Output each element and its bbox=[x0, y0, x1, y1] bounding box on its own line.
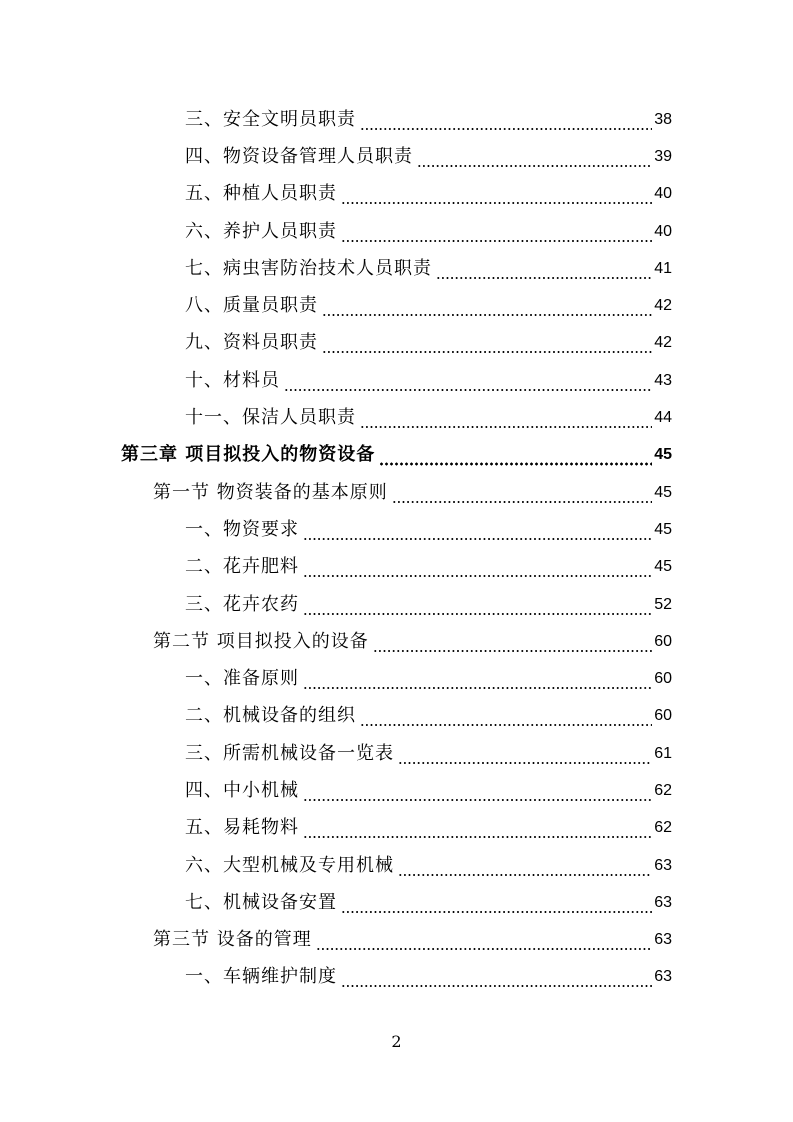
toc-entry-title: 八、质量员职责 bbox=[185, 295, 318, 317]
toc-dot-leader bbox=[303, 784, 652, 802]
toc-entry-page: 62 bbox=[654, 819, 672, 837]
page-number: 2 bbox=[391, 1032, 402, 1051]
toc-dot-leader bbox=[341, 896, 652, 914]
toc-dot-leader bbox=[303, 821, 652, 839]
toc-entry-title: 第一节 物资装备的基本原则 bbox=[153, 481, 388, 503]
toc-dot-leader bbox=[341, 225, 652, 243]
toc-entry-title: 一、物资要求 bbox=[185, 518, 299, 540]
toc-dot-leader bbox=[303, 672, 652, 690]
toc-entry-page: 42 bbox=[654, 297, 672, 315]
toc-entry-page: 61 bbox=[654, 744, 672, 762]
toc-entry-item[interactable] bbox=[0, 735, 793, 772]
toc-entry-page: 63 bbox=[654, 893, 672, 911]
toc-dot-leader bbox=[284, 374, 652, 392]
toc-entry-page: 39 bbox=[654, 147, 672, 165]
toc-entry-item[interactable] bbox=[0, 325, 793, 362]
toc-entry-title: 第三节 设备的管理 bbox=[153, 929, 312, 951]
toc-entry-item[interactable] bbox=[0, 362, 793, 399]
toc-entry-title: 二、机械设备的组织 bbox=[185, 705, 356, 727]
toc-entry-item[interactable] bbox=[0, 138, 793, 175]
toc-entry-item[interactable] bbox=[0, 250, 793, 287]
toc-entry-item[interactable] bbox=[0, 511, 793, 548]
toc-entry-section[interactable] bbox=[0, 474, 793, 511]
toc-dot-leader bbox=[398, 747, 652, 765]
toc-entry-page: 40 bbox=[654, 185, 672, 203]
toc-entry-title: 四、物资设备管理人员职责 bbox=[185, 145, 413, 167]
toc-entry-section[interactable] bbox=[0, 922, 793, 959]
toc-entry-page: 45 bbox=[654, 483, 672, 501]
toc-dot-leader bbox=[341, 187, 652, 205]
toc-entry-item[interactable] bbox=[0, 399, 793, 436]
toc-entry-title: 七、机械设备安置 bbox=[185, 891, 337, 913]
toc-entry-title: 第三章 项目拟投入的物资设备 bbox=[121, 444, 376, 466]
toc-dot-leader bbox=[417, 150, 652, 168]
toc-entry-item[interactable] bbox=[0, 847, 793, 884]
toc-entry-item[interactable] bbox=[0, 101, 793, 138]
toc-entry-page: 43 bbox=[654, 371, 672, 389]
toc-dot-leader bbox=[316, 933, 652, 951]
toc-entry-page: 62 bbox=[654, 781, 672, 799]
toc-entry-chapter[interactable] bbox=[0, 437, 793, 474]
toc-dot-leader bbox=[436, 262, 652, 280]
toc-entry-title: 二、花卉肥料 bbox=[185, 556, 299, 578]
table-of-contents bbox=[0, 101, 793, 996]
toc-entry-title: 三、安全文明员职责 bbox=[185, 108, 356, 130]
toc-entry-title: 三、花卉农药 bbox=[185, 593, 299, 615]
toc-entry-section[interactable] bbox=[0, 623, 793, 660]
toc-entry-title: 六、养护人员职责 bbox=[185, 220, 337, 242]
toc-entry-page: 38 bbox=[654, 110, 672, 128]
toc-entry-page: 60 bbox=[654, 707, 672, 725]
toc-dot-leader bbox=[322, 336, 652, 354]
toc-entry-page: 44 bbox=[654, 409, 672, 427]
toc-entry-page: 52 bbox=[654, 595, 672, 613]
toc-entry-title: 十一、保洁人员职责 bbox=[185, 407, 356, 429]
toc-dot-leader bbox=[392, 486, 652, 504]
toc-entry-page: 63 bbox=[654, 856, 672, 874]
toc-entry-item[interactable] bbox=[0, 698, 793, 735]
toc-dot-leader bbox=[373, 635, 652, 653]
toc-entry-page: 45 bbox=[654, 520, 672, 538]
toc-dot-leader bbox=[360, 709, 652, 727]
toc-entry-item[interactable] bbox=[0, 213, 793, 250]
toc-entry-item[interactable] bbox=[0, 287, 793, 324]
toc-entry-page: 63 bbox=[654, 931, 672, 949]
toc-entry-title: 五、易耗物料 bbox=[185, 817, 299, 839]
toc-dot-leader bbox=[360, 411, 652, 429]
toc-dot-leader bbox=[379, 448, 652, 466]
toc-entry-item[interactable] bbox=[0, 549, 793, 586]
toc-dot-leader bbox=[360, 113, 652, 131]
toc-dot-leader bbox=[341, 970, 652, 988]
toc-entry-title: 九、资料员职责 bbox=[185, 332, 318, 354]
toc-entry-item[interactable] bbox=[0, 959, 793, 996]
toc-entry-page: 63 bbox=[654, 968, 672, 986]
toc-dot-leader bbox=[303, 598, 652, 616]
toc-entry-title: 五、种植人员职责 bbox=[185, 183, 337, 205]
toc-entry-page: 41 bbox=[654, 259, 672, 277]
toc-entry-item[interactable] bbox=[0, 884, 793, 921]
toc-entry-title: 一、车辆维护制度 bbox=[185, 966, 337, 988]
toc-entry-page: 60 bbox=[654, 632, 672, 650]
toc-entry-item[interactable] bbox=[0, 772, 793, 809]
toc-entry-item[interactable] bbox=[0, 810, 793, 847]
toc-entry-title: 七、病虫害防治技术人员职责 bbox=[185, 257, 432, 279]
toc-entry-title: 四、中小机械 bbox=[185, 779, 299, 801]
toc-dot-leader bbox=[303, 523, 652, 541]
toc-entry-title: 第二节 项目拟投入的设备 bbox=[153, 630, 369, 652]
toc-entry-title: 三、所需机械设备一览表 bbox=[185, 742, 394, 764]
toc-entry-item[interactable] bbox=[0, 660, 793, 697]
toc-entry-title: 一、准备原则 bbox=[185, 668, 299, 690]
toc-entry-page: 40 bbox=[654, 222, 672, 240]
toc-dot-leader bbox=[303, 560, 652, 578]
toc-entry-page: 45 bbox=[654, 446, 672, 464]
toc-entry-page: 45 bbox=[654, 558, 672, 576]
toc-entry-title: 六、大型机械及专用机械 bbox=[185, 854, 394, 876]
toc-dot-leader bbox=[322, 299, 652, 317]
toc-entry-item[interactable] bbox=[0, 586, 793, 623]
toc-entry-item[interactable] bbox=[0, 176, 793, 213]
toc-dot-leader bbox=[398, 859, 652, 877]
toc-entry-page: 42 bbox=[654, 334, 672, 352]
toc-entry-page: 60 bbox=[654, 670, 672, 688]
toc-entry-title: 十、材料员 bbox=[185, 369, 280, 391]
